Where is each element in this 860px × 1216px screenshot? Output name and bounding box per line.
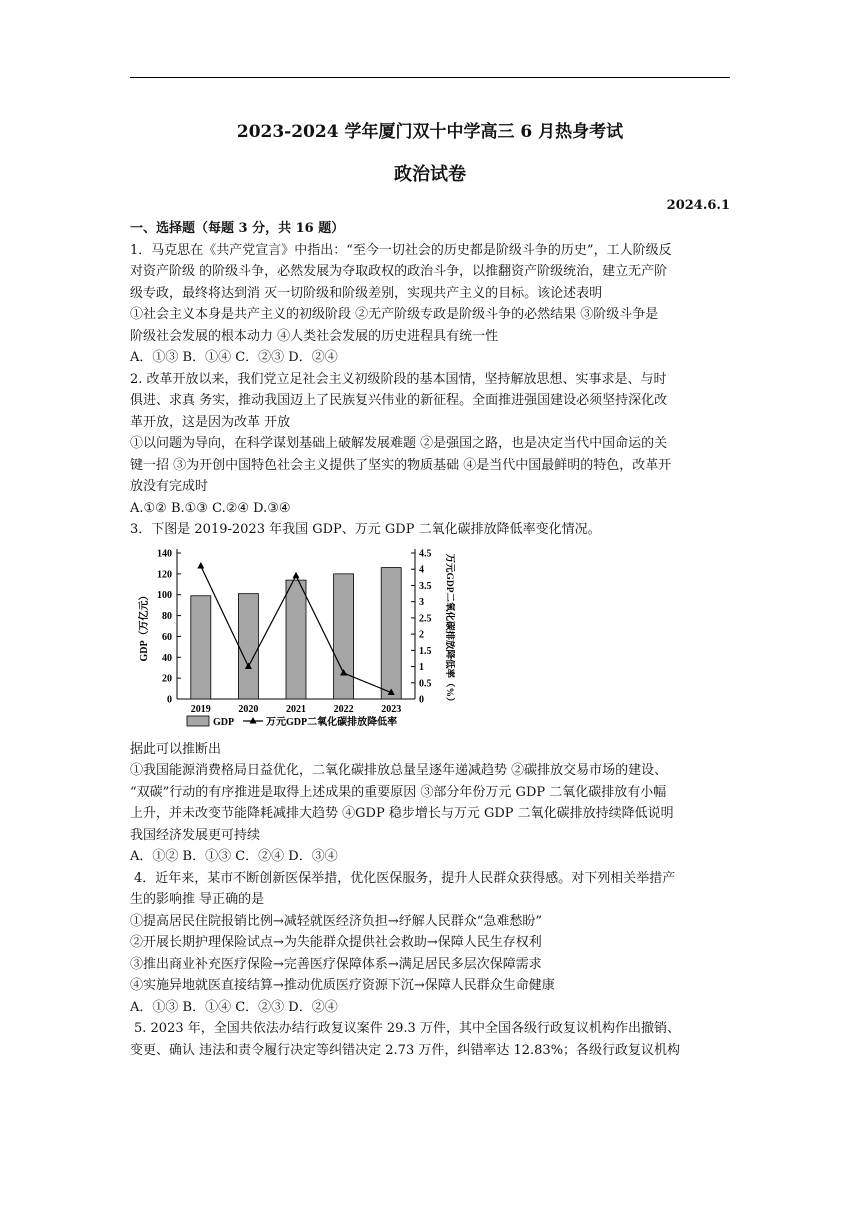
- q4-line: ④实施异地就医直接结算→推动优质医疗资源下沉→保障人民群众生命健康: [130, 978, 555, 993]
- gdp-bar: [191, 595, 211, 698]
- gdp-chart: [130, 543, 732, 739]
- q3-line: 据此可以推断出: [130, 741, 222, 757]
- q1-line: 1．马克思在《共产党宣言》中指出：“至今一切社会的历史都是阶级斗争的历史”，工人阶级反: [130, 242, 672, 258]
- y-tick-label: 20: [162, 673, 172, 685]
- section-heading: 一、选择题（每题 3 分，共 16 题）: [130, 221, 345, 236]
- exam-subtitle: 政治试卷: [394, 164, 466, 185]
- y2-tick-label: 2.5: [419, 612, 432, 624]
- legend-rate-label: 万元GDP二氧化碳排放降低率: [266, 716, 398, 728]
- question-2: [130, 369, 732, 520]
- legend-gdp-label: GDP: [213, 716, 235, 728]
- q2-line: 键一招 ③为开创中国特色社会主义提供了坚实的物质基础 ④是当代中国最鲜明的特色，改革开: [130, 457, 672, 473]
- q2-line: ①以问题为导向，在科学谋划基础上破解发展难题 ②是强国之路，也是决定当代中国命运的关: [130, 436, 668, 451]
- x-tick-label: 2023: [381, 703, 402, 715]
- q3-line: “双碳”行动的有序推进是取得上述成果的重要原因 ③部分年份万元 GDP 二氧化碳排放有小幅: [130, 784, 667, 800]
- q4-line: ③推出商业补充医疗保险→完善医疗保障体系→满足居民多层次保障需求: [130, 956, 542, 972]
- q1-line: ①社会主义本身是共产主义的初级阶段 ②无产阶级专政是阶级斗争的必然结果 ③阶级斗争是: [130, 307, 659, 322]
- exam-title: 2023-2024 学年厦门双十中学高三 6 月热身考试: [236, 122, 624, 142]
- q3-line: 我国经济发展更可持续: [130, 827, 261, 843]
- q1-line: 对资产阶级 的阶级斗争，必然发展为夺取政权的政治斗争，以推翻资产阶级统治，建立无产阶: [130, 264, 668, 279]
- q2-line: 2. 改革开放以来，我们党立足社会主义初级阶段的基本国情，坚持解放思想、实事求是、与时: [130, 371, 667, 387]
- q3-line: ①我国能源消费格局日益优化，二氧化碳排放总量呈逐年递减趋势 ②碳排放交易市场的建设、: [130, 763, 668, 778]
- q3-line: 上升，并未改变节能降耗减排大趋势 ④GDP 稳步增长与万元 GDP 二氧化碳排放持续降低说明: [130, 806, 674, 821]
- y2-tick-label: 3: [419, 596, 424, 608]
- x-tick-label: 2019: [190, 703, 211, 715]
- x-tick-label: 2021: [286, 703, 306, 715]
- gdp-bar: [286, 580, 306, 699]
- y2-axis-title: 万元GDP二氧化碳排放降低率（%）: [444, 552, 454, 707]
- q4-line: 生的影响推 导正确的是: [130, 892, 265, 907]
- question-3: [130, 519, 732, 868]
- legend-bar-swatch: [187, 716, 209, 726]
- q2-options: A.①② B.①③ C.②④ D.③④: [130, 500, 291, 516]
- y2-tick-label: 3.5: [419, 580, 432, 592]
- gdp-bar: [238, 593, 258, 698]
- q3-options: A．①② B．①③ C．②④ D．③④: [130, 849, 338, 864]
- question-1: [130, 240, 732, 369]
- q2-line: 俱进、求真 务实，推动我国迈上了民族复兴伟业的新征程。全面推进强国建设必须坚持深化改: [130, 393, 668, 408]
- q4-line: 4．近年来，某市不断创新医保举措，优化医保服务，提升人民群众获得感。对下列相关举措产: [134, 870, 676, 886]
- q5-line: 变更、确认 违法和责令履行决定等纠错决定 2.73 万件，纠错率达 12.83%；各级行政复议机构: [130, 1042, 681, 1058]
- legend-triangle-icon: [250, 717, 257, 724]
- y-axis-title: GDP（万亿元）: [139, 589, 150, 662]
- q1-line: 阶级社会发展的根本动力 ④人类社会发展的历史进程具有统一性: [130, 328, 499, 344]
- y-tick-label: 0: [167, 694, 172, 705]
- y-tick-label: 120: [157, 568, 172, 580]
- y-tick-label: 100: [157, 589, 172, 601]
- x-tick-label: 2022: [333, 703, 354, 715]
- y2-tick-label: 1.5: [419, 645, 432, 657]
- q1-options: A．①③ B．①④ C．②③ D．②④: [130, 350, 338, 365]
- gdp-bar: [334, 573, 354, 698]
- q2-line: 革开放，这是因为改革 开放: [130, 414, 291, 430]
- question-5: [130, 1018, 732, 1061]
- question-4: [130, 868, 732, 1019]
- q3-line: 3．下图是 2019-2023 年我国 GDP、万元 GDP 二氧化碳排放降低率变化情况。: [130, 522, 601, 537]
- y2-tick-label: 4: [419, 564, 424, 576]
- rate-point: [293, 571, 300, 578]
- chart-svg: [135, 543, 455, 739]
- y-tick-label: 140: [157, 548, 172, 559]
- q1-line: 级专政，最终将达到消 灭一切阶级和阶级差别，实现共产主义的目标。该论述表明: [130, 285, 603, 301]
- y2-tick-label: 0.5: [419, 677, 432, 689]
- y-tick-label: 60: [162, 631, 172, 643]
- y2-tick-label: 1: [419, 661, 424, 673]
- gdp-bar: [381, 567, 401, 698]
- q4-options: A．①③ B．①④ C．②③ D．②④: [130, 999, 338, 1015]
- exam-date: 2024.6.1: [666, 198, 730, 213]
- y2-tick-label: 4.5: [419, 548, 432, 559]
- q4-line: ②开展长期护理保险试点→为失能群众提供社会救助→保障人民生存权利: [130, 935, 542, 950]
- x-tick-label: 2020: [238, 703, 259, 715]
- q2-line: 放没有完成时: [130, 479, 209, 494]
- exam-content: [130, 218, 732, 1061]
- y-tick-label: 80: [162, 610, 172, 622]
- y-tick-label: 40: [162, 652, 172, 664]
- q5-line: 5. 2023 年，全国共依法办结行政复议案件 29.3 万件，其中全国各级行政复议机构作出撤销、: [134, 1021, 680, 1036]
- y2-tick-label: 2: [419, 629, 424, 641]
- y2-tick-label: 0: [419, 694, 424, 705]
- q4-line: ①提高居民住院报销比例→减轻就医经济负担→纾解人民群众“急难愁盼”: [130, 913, 543, 929]
- rate-point: [197, 561, 204, 568]
- header-rule: [130, 77, 730, 78]
